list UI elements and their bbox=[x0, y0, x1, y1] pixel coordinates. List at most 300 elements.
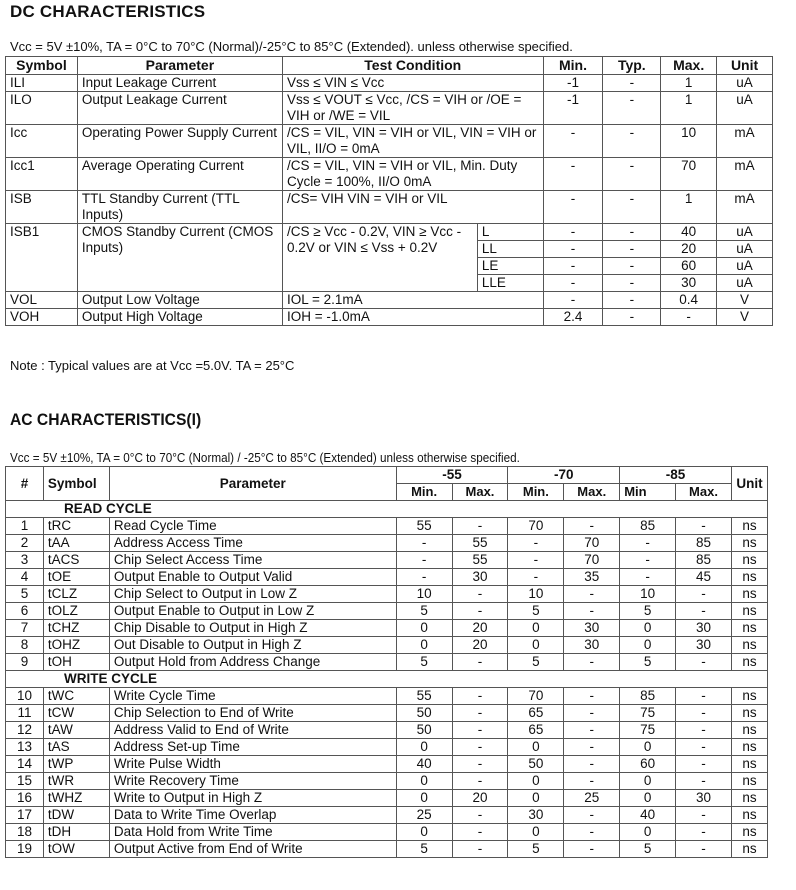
ac-header-num: # bbox=[6, 467, 44, 501]
ac-symbol: tCLZ bbox=[43, 586, 109, 603]
ac-symbol: tOH bbox=[43, 654, 109, 671]
ac-table-row bbox=[6, 773, 768, 790]
ac-section-row bbox=[6, 671, 768, 688]
dc-test-condition: IOH = -1.0mA bbox=[282, 309, 543, 326]
ac-num: 18 bbox=[6, 824, 44, 841]
dc-header-typ: Typ. bbox=[603, 57, 661, 75]
ac-value: 65 bbox=[508, 705, 564, 722]
dc-header-symbol: Symbol bbox=[6, 57, 78, 75]
dc-min: - bbox=[543, 241, 603, 258]
ac-value: - bbox=[452, 688, 508, 705]
ac-unit: ns bbox=[731, 603, 767, 620]
ac-unit: ns bbox=[731, 569, 767, 586]
ac-value: 50 bbox=[508, 756, 564, 773]
ac-header-70-min: Min. bbox=[508, 484, 564, 501]
ac-header-55-min: Min. bbox=[396, 484, 452, 501]
dc-parameter: Output Low Voltage bbox=[77, 292, 282, 309]
ac-value: 65 bbox=[508, 722, 564, 739]
dc-characteristics-table bbox=[5, 56, 773, 326]
dc-min: -1 bbox=[543, 92, 603, 125]
ac-value: 35 bbox=[564, 569, 620, 586]
ac-table-row bbox=[6, 586, 768, 603]
dc-min: -1 bbox=[543, 75, 603, 92]
ac-value: 5 bbox=[396, 841, 452, 858]
dc-max: 1 bbox=[661, 92, 717, 125]
ac-num: 15 bbox=[6, 773, 44, 790]
dc-table-row bbox=[6, 158, 773, 191]
dc-unit: mA bbox=[717, 158, 773, 191]
ac-parameter: Write Cycle Time bbox=[109, 688, 396, 705]
ac-value: 20 bbox=[452, 620, 508, 637]
dc-typ: - bbox=[603, 191, 661, 224]
ac-value: 0 bbox=[396, 773, 452, 790]
ac-value: - bbox=[676, 756, 732, 773]
ac-num: 11 bbox=[6, 705, 44, 722]
ac-parameter: Chip Selection to End of Write bbox=[109, 705, 396, 722]
dc-header-test-condition: Test Condition bbox=[282, 57, 543, 75]
ac-value: 55 bbox=[452, 552, 508, 569]
ac-value: 0 bbox=[508, 620, 564, 637]
ac-value: 10 bbox=[396, 586, 452, 603]
ac-unit: ns bbox=[731, 552, 767, 569]
dc-test-condition: Vss ≤ VIN ≤ Vcc bbox=[282, 75, 543, 92]
dc-typ: - bbox=[603, 258, 661, 275]
ac-value: 85 bbox=[620, 688, 676, 705]
dc-typ: - bbox=[603, 125, 661, 158]
ac-value: 25 bbox=[396, 807, 452, 824]
dc-header-parameter: Parameter bbox=[77, 57, 282, 75]
dc-version: L bbox=[477, 224, 543, 241]
ac-symbol: tAA bbox=[43, 535, 109, 552]
ac-unit: ns bbox=[731, 790, 767, 807]
ac-num: 10 bbox=[6, 688, 44, 705]
dc-parameter: Average Operating Current bbox=[77, 158, 282, 191]
ac-header-70-max: Max. bbox=[564, 484, 620, 501]
ac-value: - bbox=[452, 705, 508, 722]
ac-value: - bbox=[676, 586, 732, 603]
ac-value: 0 bbox=[396, 620, 452, 637]
dc-conditions: Vcc = 5V ±10%, TA = 0°C to 70°C (Normal)/-25°C to 85°C (Extended). unless otherwise specified. bbox=[10, 39, 573, 54]
ac-table-row bbox=[6, 807, 768, 824]
ac-value: - bbox=[620, 552, 676, 569]
ac-num: 6 bbox=[6, 603, 44, 620]
ac-table-row bbox=[6, 620, 768, 637]
ac-value: 5 bbox=[620, 654, 676, 671]
dc-typ: - bbox=[603, 309, 661, 326]
ac-value: 0 bbox=[396, 824, 452, 841]
dc-typ: - bbox=[603, 224, 661, 241]
dc-unit: mA bbox=[717, 191, 773, 224]
ac-parameter: Address Set-up Time bbox=[109, 739, 396, 756]
ac-symbol: tCHZ bbox=[43, 620, 109, 637]
dc-min: - bbox=[543, 158, 603, 191]
ac-value: - bbox=[452, 739, 508, 756]
dc-max: 40 bbox=[661, 224, 717, 241]
ac-value: - bbox=[676, 518, 732, 535]
dc-unit: uA bbox=[717, 258, 773, 275]
dc-table-row bbox=[6, 125, 773, 158]
dc-min: - bbox=[543, 125, 603, 158]
ac-table-row bbox=[6, 654, 768, 671]
dc-symbol: ILI bbox=[6, 75, 78, 92]
ac-section-label: READ CYCLE bbox=[6, 501, 768, 518]
dc-unit: mA bbox=[717, 125, 773, 158]
dc-max: 1 bbox=[661, 75, 717, 92]
ac-symbol: tCW bbox=[43, 705, 109, 722]
dc-table-row bbox=[6, 75, 773, 92]
ac-value: - bbox=[676, 841, 732, 858]
ac-value: 85 bbox=[676, 552, 732, 569]
ac-unit: ns bbox=[731, 807, 767, 824]
ac-header-symbol: Symbol bbox=[43, 467, 109, 501]
ac-value: 55 bbox=[396, 688, 452, 705]
dc-unit: uA bbox=[717, 75, 773, 92]
ac-value: 5 bbox=[508, 654, 564, 671]
ac-value: 5 bbox=[508, 841, 564, 858]
ac-header-55-max: Max. bbox=[452, 484, 508, 501]
dc-max: 20 bbox=[661, 241, 717, 258]
ac-parameter: Chip Select to Output in Low Z bbox=[109, 586, 396, 603]
ac-value: - bbox=[452, 773, 508, 790]
ac-symbol: tOHZ bbox=[43, 637, 109, 654]
ac-value: 10 bbox=[620, 586, 676, 603]
ac-value: - bbox=[564, 586, 620, 603]
ac-value: 0 bbox=[396, 790, 452, 807]
ac-parameter: Read Cycle Time bbox=[109, 518, 396, 535]
ac-value: - bbox=[564, 603, 620, 620]
ac-value: 5 bbox=[620, 841, 676, 858]
ac-num: 7 bbox=[6, 620, 44, 637]
dc-symbol: VOH bbox=[6, 309, 78, 326]
ac-unit: ns bbox=[731, 841, 767, 858]
dc-typ: - bbox=[603, 75, 661, 92]
ac-num: 5 bbox=[6, 586, 44, 603]
ac-num: 16 bbox=[6, 790, 44, 807]
dc-unit: V bbox=[717, 309, 773, 326]
dc-table-row bbox=[6, 224, 773, 241]
ac-value: 55 bbox=[396, 518, 452, 535]
ac-parameter: Write Recovery Time bbox=[109, 773, 396, 790]
ac-value: - bbox=[396, 569, 452, 586]
dc-test-condition: IOL = 2.1mA bbox=[282, 292, 543, 309]
dc-parameter: Output High Voltage bbox=[77, 309, 282, 326]
ac-value: 0 bbox=[620, 739, 676, 756]
ac-value: 0 bbox=[508, 739, 564, 756]
ac-value: 30 bbox=[508, 807, 564, 824]
dc-test-condition: /CS = VIL, VIN = VIH or VIL, Min. Duty Cycle = 100%, II/O 0mA bbox=[282, 158, 543, 191]
ac-parameter: Output Active from End of Write bbox=[109, 841, 396, 858]
dc-min: - bbox=[543, 275, 603, 292]
ac-value: 50 bbox=[396, 722, 452, 739]
dc-max: 10 bbox=[661, 125, 717, 158]
ac-parameter: Write to Output in High Z bbox=[109, 790, 396, 807]
dc-symbol: ISB1 bbox=[6, 224, 78, 292]
ac-value: 70 bbox=[508, 518, 564, 535]
ac-value: 85 bbox=[676, 535, 732, 552]
ac-num: 12 bbox=[6, 722, 44, 739]
ac-conditions: Vcc = 5V ±10%, TA = 0°C to 70°C (Normal) / -25°C to 85°C (Extended) unless otherwise specified. bbox=[10, 450, 520, 465]
ac-value: 0 bbox=[620, 790, 676, 807]
ac-symbol: tOW bbox=[43, 841, 109, 858]
ac-num: 19 bbox=[6, 841, 44, 858]
ac-value: - bbox=[620, 569, 676, 586]
ac-value: - bbox=[564, 722, 620, 739]
ac-table-row bbox=[6, 790, 768, 807]
ac-parameter: Data Hold from Write Time bbox=[109, 824, 396, 841]
dc-unit: uA bbox=[717, 92, 773, 125]
ac-value: 30 bbox=[564, 620, 620, 637]
ac-value: - bbox=[452, 722, 508, 739]
ac-value: - bbox=[508, 552, 564, 569]
ac-value: 70 bbox=[564, 535, 620, 552]
ac-value: 25 bbox=[564, 790, 620, 807]
ac-table-row bbox=[6, 569, 768, 586]
ac-header-85-max: Max. bbox=[676, 484, 732, 501]
ac-unit: ns bbox=[731, 637, 767, 654]
dc-unit: uA bbox=[717, 275, 773, 292]
ac-value: - bbox=[620, 535, 676, 552]
dc-version: LE bbox=[477, 258, 543, 275]
dc-symbol: Icc1 bbox=[6, 158, 78, 191]
dc-unit: uA bbox=[717, 241, 773, 258]
ac-value: 5 bbox=[396, 603, 452, 620]
ac-parameter: Address Valid to End of Write bbox=[109, 722, 396, 739]
ac-value: - bbox=[564, 807, 620, 824]
ac-parameter: Output Hold from Address Change bbox=[109, 654, 396, 671]
dc-header-max: Max. bbox=[661, 57, 717, 75]
dc-table-body bbox=[6, 75, 773, 326]
dc-typ: - bbox=[603, 241, 661, 258]
ac-value: - bbox=[452, 586, 508, 603]
ac-value: 0 bbox=[620, 620, 676, 637]
ac-unit: ns bbox=[731, 535, 767, 552]
ac-table-body bbox=[6, 501, 768, 858]
ac-value: - bbox=[564, 688, 620, 705]
ac-parameter: Address Access Time bbox=[109, 535, 396, 552]
ac-value: 10 bbox=[508, 586, 564, 603]
dc-symbol: ILO bbox=[6, 92, 78, 125]
ac-num: 2 bbox=[6, 535, 44, 552]
ac-header-unit: Unit bbox=[731, 467, 767, 501]
ac-table-row bbox=[6, 535, 768, 552]
ac-parameter: Chip Disable to Output in High Z bbox=[109, 620, 396, 637]
ac-unit: ns bbox=[731, 705, 767, 722]
ac-parameter: Write Pulse Width bbox=[109, 756, 396, 773]
ac-value: - bbox=[508, 569, 564, 586]
ac-parameter: Chip Select Access Time bbox=[109, 552, 396, 569]
ac-header-grade-85: -85 bbox=[620, 467, 732, 484]
dc-characteristics-title: DC CHARACTERISTICS bbox=[10, 2, 206, 21]
dc-max: 0.4 bbox=[661, 292, 717, 309]
dc-version: LL bbox=[477, 241, 543, 258]
ac-table-row bbox=[6, 552, 768, 569]
dc-symbol: Icc bbox=[6, 125, 78, 158]
ac-value: - bbox=[452, 654, 508, 671]
ac-num: 8 bbox=[6, 637, 44, 654]
ac-value: 40 bbox=[620, 807, 676, 824]
ac-value: 0 bbox=[620, 637, 676, 654]
dc-max: - bbox=[661, 309, 717, 326]
ac-num: 3 bbox=[6, 552, 44, 569]
ac-symbol: tOE bbox=[43, 569, 109, 586]
ac-symbol: tWP bbox=[43, 756, 109, 773]
ac-value: 55 bbox=[452, 535, 508, 552]
ac-value: 20 bbox=[452, 790, 508, 807]
ac-value: - bbox=[676, 773, 732, 790]
ac-num: 9 bbox=[6, 654, 44, 671]
dc-version: LLE bbox=[477, 275, 543, 292]
ac-parameter: Data to Write Time Overlap bbox=[109, 807, 396, 824]
dc-unit: uA bbox=[717, 224, 773, 241]
ac-value: 45 bbox=[676, 569, 732, 586]
ac-value: - bbox=[452, 841, 508, 858]
ac-section-label: WRITE CYCLE bbox=[6, 671, 768, 688]
ac-value: - bbox=[396, 535, 452, 552]
dc-parameter: CMOS Standby Current (CMOS Inputs) bbox=[77, 224, 282, 292]
ac-num: 1 bbox=[6, 518, 44, 535]
ac-num: 17 bbox=[6, 807, 44, 824]
ac-value: - bbox=[676, 688, 732, 705]
dc-test-condition: /CS ≥ Vcc - 0.2V, VIN ≥ Vcc - 0.2V or VIN ≤ Vss + 0.2V bbox=[282, 224, 477, 292]
ac-parameter: Output Enable to Output in Low Z bbox=[109, 603, 396, 620]
ac-unit: ns bbox=[731, 824, 767, 841]
ac-value: 5 bbox=[620, 603, 676, 620]
ac-table-row bbox=[6, 841, 768, 858]
ac-value: 30 bbox=[676, 620, 732, 637]
ac-value: - bbox=[396, 552, 452, 569]
ac-value: 0 bbox=[508, 790, 564, 807]
ac-table-row bbox=[6, 603, 768, 620]
dc-parameter: Operating Power Supply Current bbox=[77, 125, 282, 158]
ac-table-row bbox=[6, 518, 768, 535]
ac-value: - bbox=[564, 518, 620, 535]
ac-value: - bbox=[676, 739, 732, 756]
dc-test-condition: /CS= VIH VIN = VIH or VIL bbox=[282, 191, 543, 224]
dc-typ: - bbox=[603, 92, 661, 125]
dc-note: Note : Typical values are at Vcc =5.0V. TA = 25°C bbox=[10, 358, 295, 373]
ac-table-row bbox=[6, 637, 768, 654]
ac-value: 30 bbox=[676, 637, 732, 654]
dc-header-row bbox=[6, 57, 773, 75]
ac-value: 40 bbox=[396, 756, 452, 773]
ac-section-row bbox=[6, 501, 768, 518]
ac-num: 13 bbox=[6, 739, 44, 756]
ac-unit: ns bbox=[731, 518, 767, 535]
ac-value: 5 bbox=[396, 654, 452, 671]
ac-value: - bbox=[452, 518, 508, 535]
ac-value: 75 bbox=[620, 722, 676, 739]
dc-table-row bbox=[6, 309, 773, 326]
ac-header-grade-70: -70 bbox=[508, 467, 620, 484]
ac-value: - bbox=[452, 807, 508, 824]
dc-parameter: Output Leakage Current bbox=[77, 92, 282, 125]
dc-min: 2.4 bbox=[543, 309, 603, 326]
dc-typ: - bbox=[603, 292, 661, 309]
ac-value: - bbox=[564, 705, 620, 722]
dc-min: - bbox=[543, 258, 603, 275]
ac-unit: ns bbox=[731, 586, 767, 603]
dc-min: - bbox=[543, 224, 603, 241]
dc-parameter: TTL Standby Current (TTL Inputs) bbox=[77, 191, 282, 224]
ac-unit: ns bbox=[731, 654, 767, 671]
ac-value: 30 bbox=[676, 790, 732, 807]
ac-num: 4 bbox=[6, 569, 44, 586]
ac-value: - bbox=[564, 773, 620, 790]
dc-table-row bbox=[6, 92, 773, 125]
ac-characteristics-title: AC CHARACTERISTICS(I) bbox=[10, 410, 202, 429]
dc-max: 60 bbox=[661, 258, 717, 275]
ac-value: - bbox=[676, 654, 732, 671]
ac-value: 50 bbox=[396, 705, 452, 722]
ac-header-grade-55: -55 bbox=[396, 467, 508, 484]
ac-symbol: tAS bbox=[43, 739, 109, 756]
ac-symbol: tWC bbox=[43, 688, 109, 705]
ac-unit: ns bbox=[731, 756, 767, 773]
ac-value: 0 bbox=[508, 637, 564, 654]
ac-value: 5 bbox=[508, 603, 564, 620]
ac-value: - bbox=[452, 824, 508, 841]
ac-unit: ns bbox=[731, 773, 767, 790]
dc-max: 70 bbox=[661, 158, 717, 191]
ac-value: 60 bbox=[620, 756, 676, 773]
ac-value: - bbox=[452, 603, 508, 620]
ac-parameter: Output Enable to Output Valid bbox=[109, 569, 396, 586]
dc-test-condition: Vss ≤ VOUT ≤ Vcc, /CS = VIH or /OE = VIH or /WE = VIL bbox=[282, 92, 543, 125]
ac-symbol: tACS bbox=[43, 552, 109, 569]
dc-symbol: ISB bbox=[6, 191, 78, 224]
ac-value: 0 bbox=[620, 773, 676, 790]
ac-value: 30 bbox=[564, 637, 620, 654]
dc-header-unit: Unit bbox=[717, 57, 773, 75]
ac-num: 14 bbox=[6, 756, 44, 773]
ac-symbol: tRC bbox=[43, 518, 109, 535]
dc-table-row bbox=[6, 191, 773, 224]
ac-value: - bbox=[676, 705, 732, 722]
dc-max: 30 bbox=[661, 275, 717, 292]
dc-max: 1 bbox=[661, 191, 717, 224]
ac-symbol: tWR bbox=[43, 773, 109, 790]
ac-table-row bbox=[6, 722, 768, 739]
dc-test-condition: /CS = VIL, VIN = VIH or VIL, VIN = VIH or VIL, II/O = 0mA bbox=[282, 125, 543, 158]
ac-symbol: tAW bbox=[43, 722, 109, 739]
ac-value: - bbox=[508, 535, 564, 552]
ac-value: - bbox=[564, 824, 620, 841]
dc-parameter: Input Leakage Current bbox=[77, 75, 282, 92]
ac-table-row bbox=[6, 824, 768, 841]
dc-unit: V bbox=[717, 292, 773, 309]
ac-value: - bbox=[676, 824, 732, 841]
ac-symbol: tDW bbox=[43, 807, 109, 824]
dc-header-min: Min. bbox=[543, 57, 603, 75]
ac-unit: ns bbox=[731, 722, 767, 739]
dc-typ: - bbox=[603, 275, 661, 292]
ac-unit: ns bbox=[731, 620, 767, 637]
ac-value: 0 bbox=[396, 637, 452, 654]
dc-min: - bbox=[543, 191, 603, 224]
ac-value: - bbox=[564, 654, 620, 671]
ac-value: 30 bbox=[452, 569, 508, 586]
ac-symbol: tDH bbox=[43, 824, 109, 841]
ac-characteristics-table bbox=[5, 466, 768, 858]
ac-value: 0 bbox=[396, 739, 452, 756]
ac-header-85-min: Min bbox=[620, 484, 676, 501]
ac-parameter: Out Disable to Output in High Z bbox=[109, 637, 396, 654]
ac-value: - bbox=[564, 756, 620, 773]
ac-symbol: tOLZ bbox=[43, 603, 109, 620]
dc-table-row bbox=[6, 292, 773, 309]
ac-value: 70 bbox=[508, 688, 564, 705]
ac-value: - bbox=[676, 807, 732, 824]
